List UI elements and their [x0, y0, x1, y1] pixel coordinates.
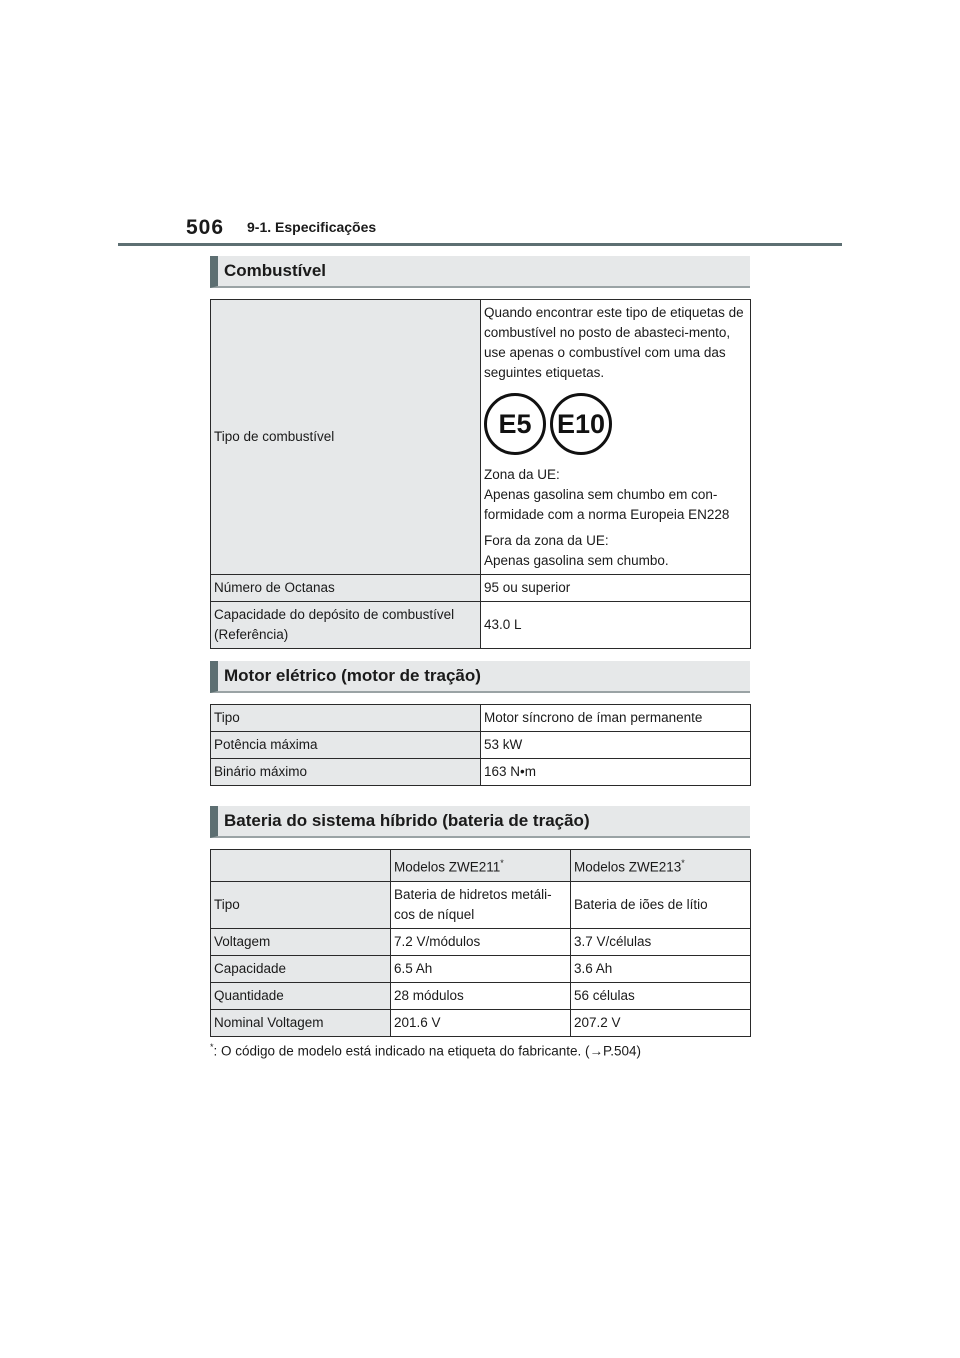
octane-value: 95 ou superior: [481, 575, 751, 602]
capacity-label: Capacidade: [211, 955, 391, 982]
fuel-table: [210, 299, 751, 649]
eu-zone-title: Zona da UE:: [484, 467, 560, 482]
column-header-zwe213: Modelos ZWE213*: [571, 850, 751, 882]
battery-table: [210, 849, 751, 1037]
max-power-label: Potência máxima: [211, 732, 481, 759]
table-row: [211, 982, 751, 1009]
page-number: 506: [186, 216, 225, 239]
capacity-zwe213: 3.6 Ah: [571, 955, 751, 982]
fuel-heading: Combustível: [210, 256, 750, 288]
battery-type-zwe213: Bateria de iões de lítio: [571, 881, 751, 928]
table-row: [211, 705, 751, 732]
fuel-intro: Quando encontrar este tipo de etiquetas de combustível no posto de abasteci-mento, use apenas o combustível com uma das seguintes etiquetas.: [484, 305, 744, 380]
max-torque-label: Binário máximo: [211, 759, 481, 786]
table-header-row: [211, 850, 751, 882]
footnote: [210, 1042, 641, 1059]
table-row: [211, 732, 751, 759]
table-row: [211, 955, 751, 982]
battery-heading: Bateria do sistema híbrido (bateria de tração): [210, 806, 750, 838]
nominal-voltage-zwe211: 201.6 V: [391, 1009, 571, 1036]
table-row: [211, 1009, 751, 1036]
battery-type-zwe211: Bateria de hidretos metáli-cos de níquel: [391, 881, 571, 928]
footnote-text: : O código de modelo está indicado na etiqueta do fabricante. (→P.504): [213, 1043, 642, 1059]
table-row: [211, 759, 751, 786]
footnote-marker: *: [210, 1042, 214, 1052]
nominal-voltage-label: Nominal Voltagem: [211, 1009, 391, 1036]
table-row: [211, 602, 751, 649]
fuel-label-icons: [484, 393, 747, 455]
table-row: [211, 928, 751, 955]
quantity-zwe213: 56 células: [571, 982, 751, 1009]
capacity-zwe211: 6.5 Ah: [391, 955, 571, 982]
table-row: [211, 881, 751, 928]
e10-fuel-label-icon: E10: [550, 393, 612, 455]
empty-header-cell: [211, 850, 391, 882]
section-title: 9-1. Especificações: [247, 219, 377, 235]
max-power-value: 53 kW: [481, 732, 751, 759]
header-divider: [118, 243, 842, 246]
fuel-type-description: [481, 300, 751, 575]
tank-capacity-value: 43.0 L: [481, 602, 751, 649]
non-eu-zone-text: Apenas gasolina sem chumbo.: [484, 553, 669, 568]
e5-fuel-label-icon: E5: [484, 393, 546, 455]
non-eu-zone-title: Fora da zona da UE:: [484, 533, 609, 548]
max-torque-value: 163 N•m: [481, 759, 751, 786]
quantity-zwe211: 28 módulos: [391, 982, 571, 1009]
motor-heading: Motor elétrico (motor de tração): [210, 661, 750, 693]
eu-zone-text: Apenas gasolina sem chumbo em con-formidade com a norma Europeia EN228: [484, 487, 730, 522]
nominal-voltage-zwe213: 207.2 V: [571, 1009, 751, 1036]
motor-table: [210, 704, 751, 786]
voltage-label: Voltagem: [211, 928, 391, 955]
tank-capacity-label: Capacidade do depósito de combustível (Referência): [211, 602, 481, 649]
fuel-type-label: Tipo de combustível: [211, 300, 481, 575]
table-row: [211, 300, 751, 575]
column-header-zwe211: Modelos ZWE211*: [391, 850, 571, 882]
octane-label: Número de Octanas: [211, 575, 481, 602]
quantity-label: Quantidade: [211, 982, 391, 1009]
battery-type-label: Tipo: [211, 881, 391, 928]
motor-type-label: Tipo: [211, 705, 481, 732]
voltage-zwe211: 7.2 V/módulos: [391, 928, 571, 955]
motor-type-value: Motor síncrono de íman permanente: [481, 705, 751, 732]
voltage-zwe213: 3.7 V/células: [571, 928, 751, 955]
table-row: [211, 575, 751, 602]
